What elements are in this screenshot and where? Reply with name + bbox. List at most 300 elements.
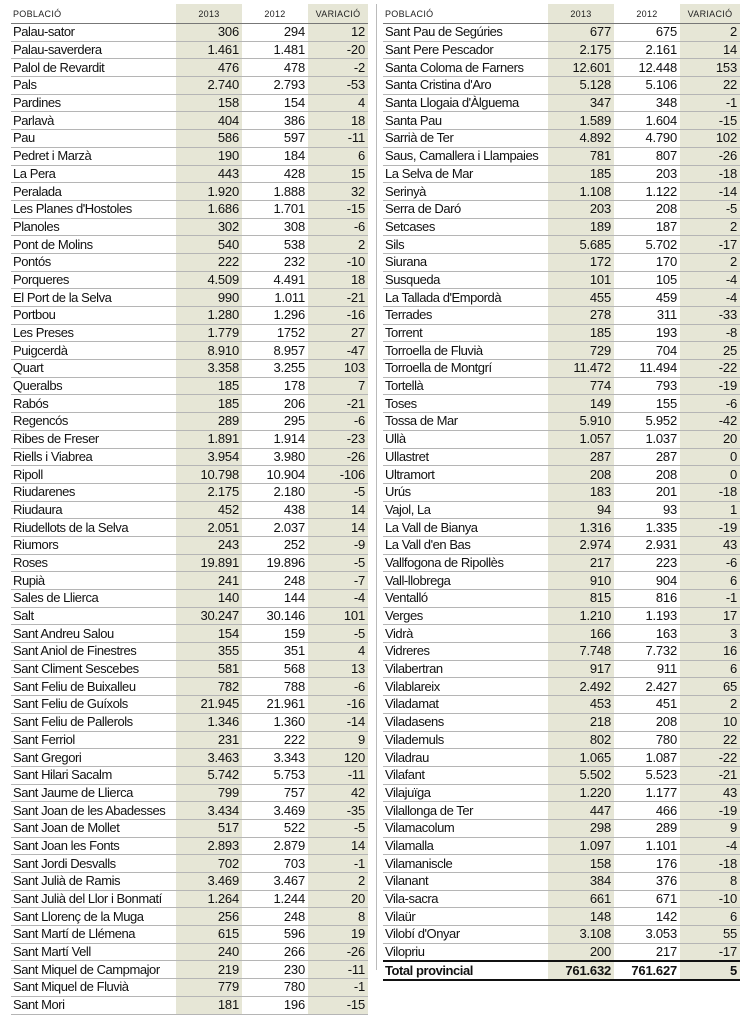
population-change: 22 — [680, 731, 740, 749]
population-change: 13 — [308, 660, 368, 678]
population-2013: 256 — [176, 908, 242, 926]
table-row — [11, 908, 368, 926]
town-name: Siurana — [383, 253, 548, 271]
total-row — [383, 961, 740, 980]
town-name: Ullastret — [383, 448, 548, 466]
population-2012: 308 — [242, 218, 308, 236]
table-row — [11, 660, 368, 678]
population-2013: 5.128 — [548, 77, 614, 95]
population-2013: 910 — [548, 572, 614, 590]
population-2012: 196 — [242, 996, 308, 1014]
town-name: Sant Mori — [11, 996, 176, 1014]
town-name: Sant Joan les Fonts — [11, 837, 176, 855]
population-2013: 185 — [176, 377, 242, 395]
town-name: Riumors — [11, 536, 176, 554]
header-2013: 2013 — [176, 4, 242, 24]
table-row — [11, 466, 368, 484]
population-change: -42 — [680, 413, 740, 431]
town-name: Sant Miquel de Fluvià — [11, 979, 176, 997]
population-change: -8 — [680, 324, 740, 342]
table-row — [383, 307, 740, 325]
town-name: Vilademuls — [383, 731, 548, 749]
population-2012: 675 — [614, 24, 680, 42]
population-2013: 1.920 — [176, 183, 242, 201]
town-name: Sils — [383, 236, 548, 254]
population-2012: 201 — [614, 483, 680, 501]
population-change: -5 — [308, 625, 368, 643]
population-change: -2 — [308, 59, 368, 77]
table-row — [383, 112, 740, 130]
table-row — [383, 607, 740, 625]
population-change: -6 — [308, 218, 368, 236]
total-2013: 761.632 — [548, 961, 614, 980]
population-2013: 166 — [548, 625, 614, 643]
population-2013: 443 — [176, 165, 242, 183]
town-name: Setcases — [383, 218, 548, 236]
town-name: Ventalló — [383, 590, 548, 608]
town-name: Sarrià de Ter — [383, 130, 548, 148]
table-row — [383, 855, 740, 873]
town-name: Tossa de Mar — [383, 413, 548, 431]
population-change: -23 — [308, 430, 368, 448]
population-change: 9 — [680, 819, 740, 837]
town-name: Roses — [11, 554, 176, 572]
table-row — [11, 784, 368, 802]
population-2013: 2.893 — [176, 837, 242, 855]
town-name: Santa Llogaia d'Àlguema — [383, 94, 548, 112]
population-change: -14 — [680, 183, 740, 201]
town-name: Palau-sator — [11, 24, 176, 42]
population-change: -53 — [308, 77, 368, 95]
table-row — [383, 130, 740, 148]
population-2013: 4.509 — [176, 271, 242, 289]
table-row — [11, 996, 368, 1014]
population-2012: 351 — [242, 643, 308, 661]
population-2012: 788 — [242, 678, 308, 696]
population-2012: 5.753 — [242, 766, 308, 784]
town-name: La Tallada d'Empordà — [383, 289, 548, 307]
town-name: Torrent — [383, 324, 548, 342]
population-2013: 287 — [548, 448, 614, 466]
population-2013: 11.472 — [548, 360, 614, 378]
population-2013: 30.247 — [176, 607, 242, 625]
table-row — [11, 554, 368, 572]
population-2013: 355 — [176, 643, 242, 661]
population-change: -6 — [680, 554, 740, 572]
town-name: Planoles — [11, 218, 176, 236]
population-change: 0 — [680, 466, 740, 484]
population-2012: 142 — [614, 908, 680, 926]
table-row — [11, 24, 368, 42]
town-name: Ripoll — [11, 466, 176, 484]
town-name: Porqueres — [11, 271, 176, 289]
population-2012: 206 — [242, 395, 308, 413]
population-2012: 294 — [242, 24, 308, 42]
population-2013: 1.346 — [176, 713, 242, 731]
population-2013: 1.264 — [176, 890, 242, 908]
population-2013: 8.910 — [176, 342, 242, 360]
population-table-right — [383, 4, 740, 981]
population-2012: 1752 — [242, 324, 308, 342]
population-2013: 218 — [548, 713, 614, 731]
population-change: 0 — [680, 448, 740, 466]
population-2012: 208 — [614, 713, 680, 731]
town-name: Sant Martí de Llémena — [11, 926, 176, 944]
population-2012: 19.896 — [242, 554, 308, 572]
population-2013: 148 — [548, 908, 614, 926]
table-row — [383, 183, 740, 201]
table-row — [11, 253, 368, 271]
table-row — [383, 218, 740, 236]
population-2012: 289 — [614, 819, 680, 837]
population-2013: 3.108 — [548, 926, 614, 944]
town-name: Sant Climent Sescebes — [11, 660, 176, 678]
population-2013: 243 — [176, 536, 242, 554]
population-2012: 376 — [614, 873, 680, 891]
table-row — [11, 77, 368, 95]
population-2012: 1.101 — [614, 837, 680, 855]
population-2013: 1.280 — [176, 307, 242, 325]
town-name: Vidrà — [383, 625, 548, 643]
population-2013: 1.891 — [176, 430, 242, 448]
population-2013: 181 — [176, 996, 242, 1014]
table-row — [383, 873, 740, 891]
population-2012: 3.255 — [242, 360, 308, 378]
table-row — [383, 943, 740, 961]
population-2012: 780 — [242, 979, 308, 997]
town-name: Quart — [11, 360, 176, 378]
table-row — [383, 554, 740, 572]
town-name: Vilopriu — [383, 943, 548, 961]
town-name: Sant Hilari Sacalm — [11, 766, 176, 784]
population-2013: 990 — [176, 289, 242, 307]
population-2012: 1.888 — [242, 183, 308, 201]
population-2012: 757 — [242, 784, 308, 802]
table-row — [11, 395, 368, 413]
town-name: Santa Pau — [383, 112, 548, 130]
table-row — [11, 678, 368, 696]
population-change: -4 — [680, 289, 740, 307]
population-change: -17 — [680, 236, 740, 254]
table-row — [383, 253, 740, 271]
population-2012: 2.793 — [242, 77, 308, 95]
population-2013: 3.358 — [176, 360, 242, 378]
table-row — [11, 218, 368, 236]
table-row — [11, 271, 368, 289]
town-name: Queralbs — [11, 377, 176, 395]
population-change: -16 — [308, 307, 368, 325]
population-change: -5 — [308, 483, 368, 501]
population-2013: 158 — [548, 855, 614, 873]
table-row — [11, 59, 368, 77]
table-row — [383, 395, 740, 413]
population-2012: 904 — [614, 572, 680, 590]
table-row — [383, 165, 740, 183]
population-2012: 176 — [614, 855, 680, 873]
population-2012: 193 — [614, 324, 680, 342]
town-name: Ultramort — [383, 466, 548, 484]
population-2013: 172 — [548, 253, 614, 271]
population-change: 17 — [680, 607, 740, 625]
population-change: 14 — [680, 41, 740, 59]
population-2013: 5.742 — [176, 766, 242, 784]
table-row — [383, 448, 740, 466]
table-row — [11, 430, 368, 448]
table-row — [383, 572, 740, 590]
population-change: 20 — [308, 890, 368, 908]
population-change: -21 — [680, 766, 740, 784]
population-change: -15 — [680, 112, 740, 130]
table-row — [11, 130, 368, 148]
table-row — [11, 536, 368, 554]
population-2013: 94 — [548, 501, 614, 519]
table-row — [11, 236, 368, 254]
population-change: -21 — [308, 395, 368, 413]
population-2012: 12.448 — [614, 59, 680, 77]
table-row — [383, 590, 740, 608]
population-2013: 302 — [176, 218, 242, 236]
town-name: Les Preses — [11, 324, 176, 342]
header-poblacio: POBLACIÓ — [11, 4, 176, 24]
population-2012: 248 — [242, 572, 308, 590]
population-2012: 217 — [614, 943, 680, 961]
population-change: -15 — [308, 996, 368, 1014]
header-2013: 2013 — [548, 4, 614, 24]
population-2012: 2.161 — [614, 41, 680, 59]
left-column — [11, 4, 368, 1015]
population-2012: 295 — [242, 413, 308, 431]
population-2013: 540 — [176, 236, 242, 254]
population-change: 32 — [308, 183, 368, 201]
town-name: Sant Feliu de Buixalleu — [11, 678, 176, 696]
table-row — [383, 890, 740, 908]
population-2013: 185 — [548, 165, 614, 183]
population-change: -19 — [680, 802, 740, 820]
population-2012: 223 — [614, 554, 680, 572]
population-2012: 3.467 — [242, 873, 308, 891]
table-row — [383, 713, 740, 731]
population-2012: 1.193 — [614, 607, 680, 625]
table-row — [11, 200, 368, 218]
population-2013: 101 — [548, 271, 614, 289]
town-name: Vilamaniscle — [383, 855, 548, 873]
population-change: -18 — [680, 165, 740, 183]
table-row — [383, 784, 740, 802]
population-2012: 21.961 — [242, 696, 308, 714]
population-2012: 5.106 — [614, 77, 680, 95]
population-2012: 5.952 — [614, 413, 680, 431]
population-2013: 5.910 — [548, 413, 614, 431]
population-2012: 3.469 — [242, 802, 308, 820]
population-2012: 807 — [614, 147, 680, 165]
population-2012: 2.037 — [242, 519, 308, 537]
population-2013: 21.945 — [176, 696, 242, 714]
table-row — [11, 855, 368, 873]
town-name: Torroella de Fluvià — [383, 342, 548, 360]
table-row — [383, 236, 740, 254]
population-2012: 203 — [614, 165, 680, 183]
town-name: Sant Llorenç de la Muga — [11, 908, 176, 926]
population-2012: 466 — [614, 802, 680, 820]
town-name: Vilafant — [383, 766, 548, 784]
population-change: -11 — [308, 961, 368, 979]
town-name: Riells i Viabrea — [11, 448, 176, 466]
population-2013: 2.051 — [176, 519, 242, 537]
table-row — [383, 59, 740, 77]
table-row — [383, 501, 740, 519]
table-row — [11, 696, 368, 714]
town-name: Vilajuïga — [383, 784, 548, 802]
population-2013: 661 — [548, 890, 614, 908]
population-change: -19 — [680, 519, 740, 537]
population-change: -9 — [308, 536, 368, 554]
population-2012: 155 — [614, 395, 680, 413]
population-change: -18 — [680, 483, 740, 501]
town-name: Toses — [383, 395, 548, 413]
population-2012: 704 — [614, 342, 680, 360]
population-2012: 230 — [242, 961, 308, 979]
town-name: Ribes de Freser — [11, 430, 176, 448]
population-2013: 203 — [548, 200, 614, 218]
table-row — [11, 183, 368, 201]
population-change: 18 — [308, 112, 368, 130]
town-name: Vilablareix — [383, 678, 548, 696]
table-row — [383, 749, 740, 767]
population-2013: 222 — [176, 253, 242, 271]
population-2013: 240 — [176, 943, 242, 961]
table-row — [11, 413, 368, 431]
population-2013: 1.686 — [176, 200, 242, 218]
population-change: -1 — [680, 590, 740, 608]
table-row — [383, 466, 740, 484]
population-change: 20 — [680, 430, 740, 448]
population-change: -26 — [308, 448, 368, 466]
table-row — [383, 324, 740, 342]
town-name: La Vall de Bianya — [383, 519, 548, 537]
population-change: -26 — [308, 943, 368, 961]
population-2013: 12.601 — [548, 59, 614, 77]
population-change: 43 — [680, 784, 740, 802]
town-name: La Selva de Mar — [383, 165, 548, 183]
table-row — [11, 766, 368, 784]
population-2013: 802 — [548, 731, 614, 749]
town-name: Palol de Revardit — [11, 59, 176, 77]
population-2013: 4.892 — [548, 130, 614, 148]
table-row — [383, 625, 740, 643]
town-name: Vilamacolum — [383, 819, 548, 837]
population-2012: 10.904 — [242, 466, 308, 484]
town-name: Parlavà — [11, 112, 176, 130]
table-row — [383, 731, 740, 749]
population-2013: 581 — [176, 660, 242, 678]
population-2012: 1.122 — [614, 183, 680, 201]
population-2013: 219 — [176, 961, 242, 979]
town-name: Serinyà — [383, 183, 548, 201]
population-2013: 917 — [548, 660, 614, 678]
population-2012: 208 — [614, 466, 680, 484]
table-row — [383, 802, 740, 820]
population-change: 8 — [680, 873, 740, 891]
population-2013: 586 — [176, 130, 242, 148]
population-change: 4 — [308, 643, 368, 661]
town-name: Sant Pere Pescador — [383, 41, 548, 59]
population-2013: 1.589 — [548, 112, 614, 130]
town-name: Sant Andreu Salou — [11, 625, 176, 643]
population-2013: 3.954 — [176, 448, 242, 466]
population-change: 12 — [308, 24, 368, 42]
population-change: 153 — [680, 59, 740, 77]
table-row — [11, 926, 368, 944]
town-name: Rupià — [11, 572, 176, 590]
table-row — [11, 324, 368, 342]
population-2012: 793 — [614, 377, 680, 395]
population-2013: 149 — [548, 395, 614, 413]
population-change: 3 — [680, 625, 740, 643]
table-row — [383, 77, 740, 95]
town-name: Regencós — [11, 413, 176, 431]
table-row — [383, 660, 740, 678]
town-name: Urús — [383, 483, 548, 501]
table-row — [11, 501, 368, 519]
population-2013: 615 — [176, 926, 242, 944]
town-name: Torroella de Montgrí — [383, 360, 548, 378]
table-row — [11, 961, 368, 979]
population-2013: 19.891 — [176, 554, 242, 572]
population-2012: 2.931 — [614, 536, 680, 554]
table-row — [11, 377, 368, 395]
town-name: Sant Miquel de Campmajor — [11, 961, 176, 979]
population-change: -22 — [680, 360, 740, 378]
population-2013: 1.097 — [548, 837, 614, 855]
town-name: La Vall d'en Bas — [383, 536, 548, 554]
header-2012: 2012 — [242, 4, 308, 24]
population-2013: 1.316 — [548, 519, 614, 537]
town-name: Riudellots de la Selva — [11, 519, 176, 537]
population-change: 2 — [308, 873, 368, 891]
population-2013: 158 — [176, 94, 242, 112]
population-2012: 780 — [614, 731, 680, 749]
population-change: -35 — [308, 802, 368, 820]
population-2012: 1.604 — [614, 112, 680, 130]
population-2013: 1.461 — [176, 41, 242, 59]
town-name: Palau-saverdera — [11, 41, 176, 59]
population-2012: 30.146 — [242, 607, 308, 625]
population-2012: 522 — [242, 819, 308, 837]
population-2013: 815 — [548, 590, 614, 608]
population-change: 16 — [680, 643, 740, 661]
population-2013: 452 — [176, 501, 242, 519]
table-row — [11, 572, 368, 590]
population-change: 65 — [680, 678, 740, 696]
table-row — [11, 802, 368, 820]
table-row — [383, 536, 740, 554]
town-name: Puigcerdà — [11, 342, 176, 360]
population-2013: 782 — [176, 678, 242, 696]
population-change: 15 — [308, 165, 368, 183]
header-poblacio: POBLACIÓ — [383, 4, 548, 24]
population-change: -6 — [680, 395, 740, 413]
population-2013: 208 — [548, 466, 614, 484]
population-change: -7 — [308, 572, 368, 590]
population-2012: 2.879 — [242, 837, 308, 855]
town-name: Pardines — [11, 94, 176, 112]
population-2012: 348 — [614, 94, 680, 112]
population-2013: 3.434 — [176, 802, 242, 820]
town-name: El Port de la Selva — [11, 289, 176, 307]
population-2013: 799 — [176, 784, 242, 802]
population-2012: 459 — [614, 289, 680, 307]
population-2012: 538 — [242, 236, 308, 254]
